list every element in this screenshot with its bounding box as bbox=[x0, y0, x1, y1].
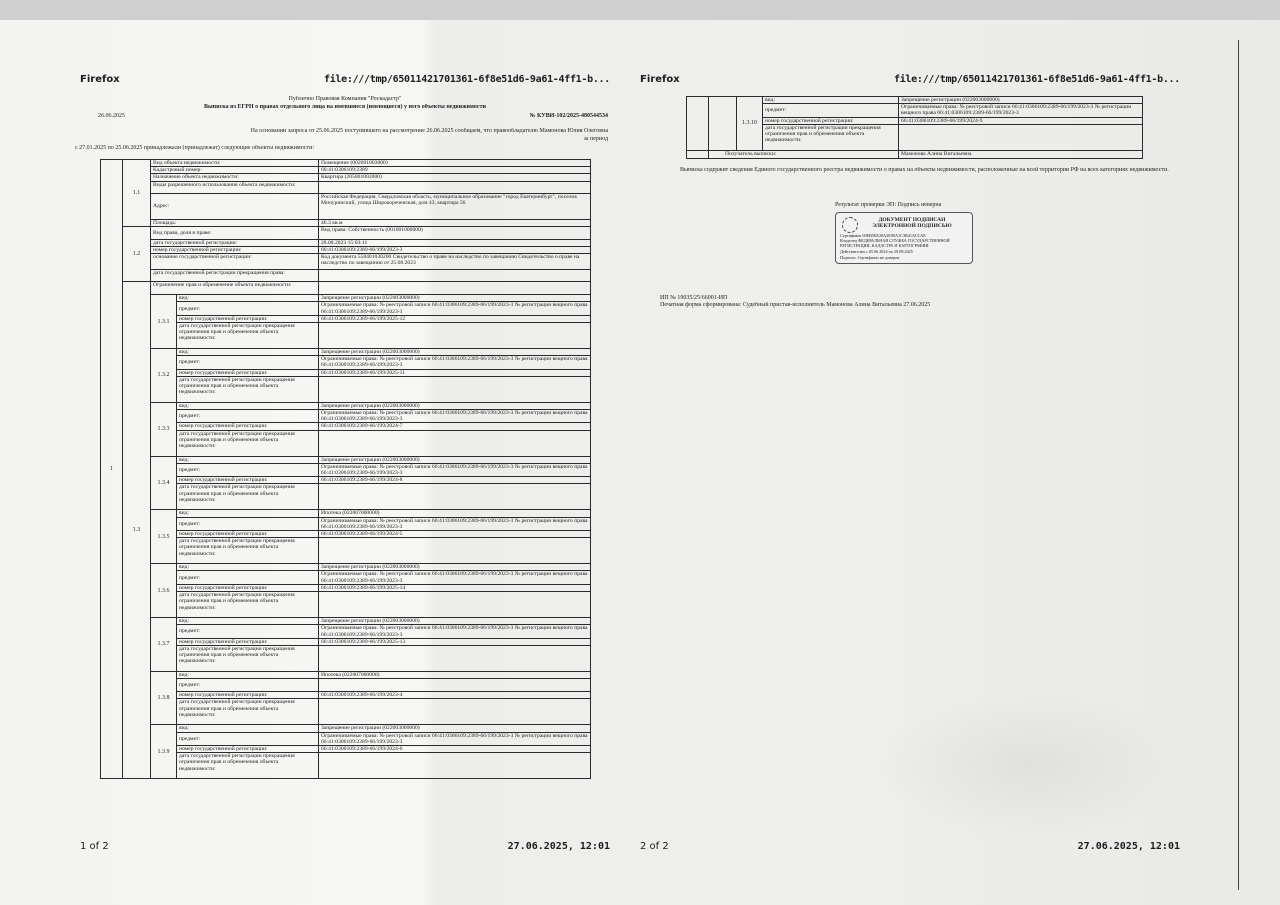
row-label: номер государственной регистрации: bbox=[177, 369, 319, 376]
row-label: основание государственной регистрации: bbox=[151, 254, 319, 270]
section-cell bbox=[709, 97, 737, 151]
row-value bbox=[319, 282, 591, 295]
row-label: вид: bbox=[763, 97, 899, 104]
row-label: дата государственной регистрации прекращения ограничения прав и обременения объекта недвижимости: bbox=[177, 699, 319, 725]
row-label: предмет: bbox=[177, 571, 319, 584]
page-number: 2 of 2 bbox=[640, 841, 669, 852]
row-value bbox=[319, 699, 591, 725]
digital-signature-stamp bbox=[835, 202, 975, 266]
page-number: 1 of 2 bbox=[80, 841, 109, 852]
row-value: Ограничиваемые права: № реестровой записи 66:41:0306109:2389-66/199/2023-3 № регистрации вещного права 66:41:0306109:2389-66/199/2023-3 bbox=[319, 517, 591, 530]
row-value: Российская Федерация, Свердловская область, муниципальное образование "город Екатеринбург", поселок Мичуринский, улица Широкореченская, дом 43, квартира 56 bbox=[319, 193, 591, 219]
row-value: Запрещение регистрации (022003000000) bbox=[319, 618, 591, 625]
row-value: Квартира (205001002000) bbox=[319, 174, 591, 181]
row-value bbox=[899, 124, 1143, 150]
file-url: file:///tmp/65011421701361-6f8e51d6-9a61-4ff1-b... bbox=[893, 74, 1180, 85]
row-label: вид: bbox=[177, 510, 319, 517]
row-value: 66:41:0306109:2389-66/199/2025-13 bbox=[319, 638, 591, 645]
row-label: дата государственной регистрации прекращения ограничения прав и обременения объекта недвижимости: bbox=[177, 484, 319, 510]
restriction-number: 1.3.10 bbox=[737, 97, 763, 151]
row-value: 66:41:0306109:2389-66/199/2025-12 bbox=[319, 315, 591, 322]
section-number: 1.2 bbox=[123, 226, 151, 281]
print-header bbox=[80, 74, 610, 88]
row-value: Ограничиваемые права: № реестровой записи 66:41:0306109:2389-66/199/2023-3 № регистрации вещного права 66:41:0306109:2389-66/199/2023-3 bbox=[899, 104, 1143, 117]
row-value: Ограничиваемые права: № реестровой записи 66:41:0306109:2389-66/199/2023-3 № регистрации вещного права 66:41:0306109:2389-66/199/2023-3 bbox=[319, 356, 591, 369]
row-value: 66:41:0306109:2389-66/199/2025-11 bbox=[319, 369, 591, 376]
validity-line: Действителен с 05.06.2024 по 29.08.2025 bbox=[840, 249, 913, 254]
property-table bbox=[100, 159, 591, 779]
row-label: Площадь: bbox=[151, 219, 319, 226]
row-label: Адрес: bbox=[151, 193, 319, 219]
owner-line-2: РЕГИСТРАЦИИ, КАДАСТРА И КАРТОГРАФИИ bbox=[840, 243, 929, 248]
row-label: предмет: bbox=[763, 104, 899, 117]
section-number: 1.1 bbox=[123, 160, 151, 227]
row-label: дата государственной регистрации прекращения ограничения прав и обременения объекта недвижимости: bbox=[177, 592, 319, 618]
outer-cell bbox=[687, 97, 709, 151]
row-label: Назначение объекта недвижимости: bbox=[151, 174, 319, 181]
row-label: дата государственной регистрации прекращения ограничения прав и обременения объекта недвижимости: bbox=[177, 645, 319, 671]
row-label: предмет: bbox=[177, 463, 319, 476]
row-value: Ипотека (022007000000) bbox=[319, 510, 591, 517]
row-label: вид: bbox=[177, 456, 319, 463]
row-value: 66:41:0306109:2389-66/199/2025-14 bbox=[319, 584, 591, 591]
row-value: Запрещение регистрации (022003000000) bbox=[319, 725, 591, 732]
print-datetime: 27.06.2025, 12:01 bbox=[1077, 841, 1180, 852]
signature-status-line: Подпись: Сертификат не доверен bbox=[840, 255, 900, 260]
row-label: дата государственной регистрации прекращения ограничения прав и обременения объекта недвижимости: bbox=[177, 430, 319, 456]
row-value: 28.08.2023 15:03:11 bbox=[319, 239, 591, 246]
row-label: номер государственной регистрации: bbox=[177, 423, 319, 430]
row-value: Запрещение регистрации (022003000000) bbox=[319, 402, 591, 409]
owner-line: Владелец ФЕДЕРАЛЬНАЯ СЛУЖБА ГОСУДАРСТВЕННОЙ bbox=[840, 238, 950, 243]
company-name: Публично Правовая Компания "Роскадастр" bbox=[288, 96, 402, 102]
property-table-continued bbox=[686, 96, 1143, 159]
row-value: Ограничиваемые права: № реестровой записи 66:41:0306109:2389-66/199/2023-3 № регистрации вещного права 66:41:0306109:2389-66/199/2023-3 bbox=[319, 571, 591, 584]
row-label: вид: bbox=[177, 725, 319, 732]
row-label: дата государственной регистрации прекращения ограничения прав и обременения объекта недвижимости: bbox=[177, 323, 319, 349]
row-value bbox=[319, 270, 591, 282]
row-label: номер государственной регистрации: bbox=[177, 315, 319, 322]
print-page-1 bbox=[75, 60, 610, 860]
row-value: 66:41:0306109:2389-66/199/2023-4 bbox=[319, 692, 591, 699]
restriction-number: 1.3.8 bbox=[151, 671, 177, 724]
outer-number: 1 bbox=[101, 160, 123, 779]
browser-name: Firefox bbox=[80, 74, 120, 85]
row-value: Ограничиваемые права: № реестровой записи 66:41:0306109:2389-66/199/2023-3 № регистрации вещного права 66:41:0306109:2389-66/199/2023-3 bbox=[319, 463, 591, 476]
row-value bbox=[319, 181, 591, 193]
signature-heading-1: ДОКУМЕНТ ПОДПИСАН bbox=[878, 217, 946, 223]
row-value: Ограничиваемые права: № реестровой записи 66:41:0306109:2389-66/199/2023-3 № регистрации вещного права 66:41:0306109:2389-66/199/2023-3 bbox=[319, 302, 591, 315]
restriction-number: 1.3.6 bbox=[151, 564, 177, 618]
row-label: дата государственной регистрации прекращения ограничения прав и обременения объекта недвижимости: bbox=[177, 376, 319, 402]
scanner-right-edge bbox=[1238, 40, 1239, 890]
browser-name: Firefox bbox=[640, 74, 680, 85]
row-label: вид: bbox=[177, 671, 319, 678]
file-url: file:///tmp/65011421701361-6f8e51d6-9a61-4ff1-b... bbox=[323, 74, 610, 85]
row-label: номер государственной регистрации: bbox=[177, 584, 319, 591]
row-value: Запрещение регистрации (022003000000) bbox=[319, 456, 591, 463]
row-value bbox=[319, 538, 591, 564]
row-label: вид: bbox=[177, 564, 319, 571]
row-value: Запрещение регистрации (022003000000) bbox=[319, 564, 591, 571]
document-date: 26.06.2025 bbox=[98, 113, 125, 119]
print-datetime: 27.06.2025, 12:01 bbox=[507, 841, 610, 852]
row-value: Вид права: Собственность (001001000000) bbox=[319, 226, 591, 239]
row-value bbox=[319, 753, 591, 779]
row-value bbox=[319, 645, 591, 671]
restriction-number: 1.3.2 bbox=[151, 349, 177, 403]
printed-by: Печатная форма сформирована: Судебный пристав-исполнитель Мамонова Алина Витальевна 27.06.2025 bbox=[660, 302, 931, 308]
row-label: предмет: bbox=[177, 302, 319, 315]
row-label: дата государственной регистрации прекращения ограничения прав и обременения объекта недвижимости: bbox=[177, 538, 319, 564]
enforcement-number: ИП № 19035/25/66001-ИП bbox=[660, 295, 728, 301]
row-label: вид: bbox=[177, 618, 319, 625]
row-label: вид: bbox=[177, 402, 319, 409]
row-value: 66:41:0306109:2389-66/199/2024-7 bbox=[319, 423, 591, 430]
restriction-number: 1.3.4 bbox=[151, 456, 177, 510]
row-value bbox=[319, 323, 591, 349]
document-title: Выписка из ЕГРН о правах отдельного лица на имевшиеся (имеющиеся) у него объекты недвижимости bbox=[203, 104, 486, 110]
row-value: 66:41:0306109:2389-66/199/2023-3 bbox=[319, 247, 591, 254]
row-label: номер государственной регистрации: bbox=[177, 638, 319, 645]
recipient-label: Получатель выписки: bbox=[709, 150, 899, 158]
row-label: номер государственной регистрации: bbox=[151, 247, 319, 254]
row-value bbox=[319, 484, 591, 510]
restriction-number: 1.3.5 bbox=[151, 510, 177, 564]
signature-check-result: Результат проверки ЭП: Подпись неверна bbox=[835, 202, 942, 208]
row-label: номер государственной регистрации: bbox=[177, 477, 319, 484]
row-value: Ограничиваемые права: № реестровой записи 66:41:0306109:2389-66/199/2023-3 № регистрации вещного права 66:41:0306109:2389-66/199/2023-3 bbox=[319, 410, 591, 423]
scan-smudge bbox=[880, 690, 1180, 840]
print-footer bbox=[80, 841, 610, 855]
row-label: дата государственной регистрации прекращения ограничения прав и обременения объекта недвижимости: bbox=[177, 753, 319, 779]
row-label: предмет: bbox=[177, 679, 319, 692]
extract-note: Выписка содержит сведения Единого государственного реестра недвижимости о правах на объекты недвижимости, расположенные на всей территории РФ на всех категориях недвижимости. bbox=[680, 167, 1169, 173]
row-value: 66:41:0306109:2389-66/199/2024-8 bbox=[319, 477, 591, 484]
row-label: предмет: bbox=[177, 356, 319, 369]
row-label: номер государственной регистрации: bbox=[177, 745, 319, 752]
row-value: Ипотека (022007000000) bbox=[319, 671, 591, 678]
emblem-icon bbox=[842, 217, 858, 233]
row-label: номер государственной регистрации: bbox=[177, 692, 319, 699]
section-number: 1.3 bbox=[123, 282, 151, 779]
row-value: Запрещение регистрации (022003000000) bbox=[319, 349, 591, 356]
row-label: Виды разрешенного использования объекта недвижимости: bbox=[151, 181, 319, 193]
row-value: 66:41:0306109:2389-66/199/2024-6 bbox=[319, 745, 591, 752]
row-label: Кадастровый номер: bbox=[151, 167, 319, 174]
row-value: Ограничиваемые права: № реестровой записи 66:41:0306109:2389-66/199/2023-3 № регистрации вещного права 66:41:0306109:2389-66/199/2023-3 bbox=[319, 732, 591, 745]
intro-text-2: за период bbox=[583, 136, 608, 142]
row-value: Запрещение регистрации (022003000000) bbox=[319, 295, 591, 302]
restriction-number: 1.3.7 bbox=[151, 618, 177, 672]
row-value: 66:41:0306109:2389-66/199/2024-5 bbox=[319, 531, 591, 538]
recipient-value: Мамонова Алина Витальевна bbox=[899, 150, 1143, 158]
row-label: Вид права, доля в праве: bbox=[151, 226, 319, 239]
document-number: № КУВИ-102/2025-480544534 bbox=[529, 113, 608, 119]
row-value: Запрещение регистрации (022003000000) bbox=[899, 97, 1143, 104]
restriction-number: 1.3.1 bbox=[151, 295, 177, 349]
row-label: вид: bbox=[177, 295, 319, 302]
print-header bbox=[640, 74, 1180, 88]
row-value: 46.3 кв.м bbox=[319, 219, 591, 226]
restriction-number: 1.3.9 bbox=[151, 725, 177, 779]
restriction-number: 1.3.3 bbox=[151, 402, 177, 456]
row-label: номер государственной регистрации: bbox=[177, 531, 319, 538]
row-value: 66:41:0306109:2389-66/199/2024-9 bbox=[899, 117, 1143, 124]
outer-cell bbox=[687, 150, 709, 158]
row-value: Ограничиваемые права: № реестровой записи 66:41:0306109:2389-66/199/2023-3 № регистрации вещного права 66:41:0306109:2389-66/199/2023-3 bbox=[319, 625, 591, 638]
row-value bbox=[319, 592, 591, 618]
row-value bbox=[319, 430, 591, 456]
row-label: предмет: bbox=[177, 732, 319, 745]
period-text: с 27.01.2025 по 25.06.2025 принадлежали (принадлежат) следующие объекты недвижимости: bbox=[75, 145, 315, 151]
restrictions-header: Ограничение прав и обременение объекта недвижимости: bbox=[151, 282, 319, 295]
print-footer bbox=[640, 841, 1180, 855]
row-value: Код документа 558401030200 Свидетельство о праве на наследство по завещанию Свидетельство о праве на наследство по завещанию от 25.08.2023 bbox=[319, 254, 591, 270]
row-label: номер государственной регистрации: bbox=[763, 117, 899, 124]
row-label: дата государственной регистрации: bbox=[151, 239, 319, 246]
intro-text: На основании запроса от 25.06.2025 поступившего на рассмотрение 26.06.2025 сообщаем, что правообладателю Мамонова Юлия Олеговна bbox=[250, 128, 608, 134]
signature-heading-2: ЭЛЕКТРОННОЙ ПОДПИСЬЮ bbox=[872, 223, 952, 229]
row-label: предмет: bbox=[177, 625, 319, 638]
row-value bbox=[319, 376, 591, 402]
row-label: дата государственной регистрации прекращения ограничения прав и обременения объекта недвижимости: bbox=[763, 124, 899, 150]
row-value: Помещение (002001003000) bbox=[319, 160, 591, 167]
row-label: Вид объекта недвижимости: bbox=[151, 160, 319, 167]
certificate-line: Сертификат 00ЕВ5БЕ28А3Е90А1С3В41АССАЕ bbox=[840, 233, 926, 238]
scanner-top-edge bbox=[0, 0, 1280, 20]
signature-box bbox=[835, 212, 973, 264]
row-label: вид: bbox=[177, 349, 319, 356]
row-label: дата государственной регистрации прекращения права: bbox=[151, 270, 319, 282]
row-label: предмет: bbox=[177, 517, 319, 530]
row-value bbox=[319, 679, 591, 692]
row-label: предмет: bbox=[177, 410, 319, 423]
row-value: 66:41:0306109:2389 bbox=[319, 167, 591, 174]
